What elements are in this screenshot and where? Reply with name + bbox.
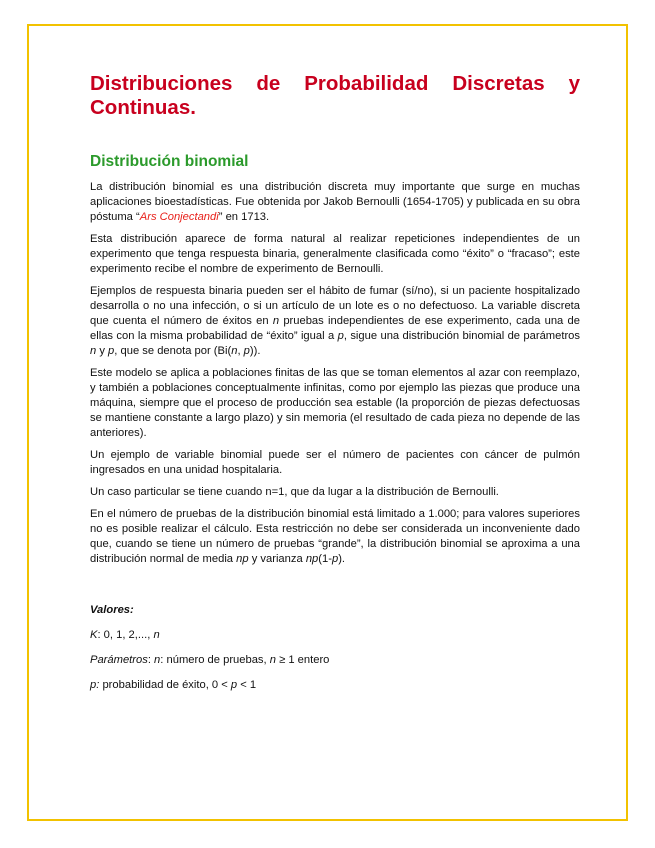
text-segment: pruebas independientes de ese experimento, cada una de ellas con la misma probabilidad de “éxito” igual a: [90, 315, 580, 342]
text-segment: (1-: [318, 553, 332, 565]
var-p: p: [108, 345, 115, 357]
text-segment: : 0, 1, 2,...,: [97, 629, 154, 641]
text-segment: ,: [237, 345, 244, 357]
label-parametros: Parámetros: [90, 654, 148, 666]
text-segment: y varianza: [248, 553, 306, 565]
var-p: p: [337, 330, 344, 342]
var-n: n: [90, 345, 97, 357]
book-title-ars-conjectandi: Ars Conjectandi: [139, 211, 219, 223]
paragraph-intro-end: ” en 1713.: [218, 211, 270, 223]
var-n: n: [269, 654, 276, 666]
var-p: p: [331, 553, 339, 565]
paragraph-limit-normal: [90, 507, 580, 567]
var-n: n: [153, 629, 160, 641]
values-k-line: [90, 628, 580, 643]
label-k: K: [90, 629, 98, 641]
text-segment: < 1: [237, 679, 257, 691]
text-segment: probabilidad de éxito, 0 <: [99, 679, 231, 691]
values-params-line: [90, 653, 580, 668]
var-p: p: [243, 345, 250, 357]
var-n: n: [154, 654, 161, 666]
paragraph-example-patients: Un ejemplo de variable binomial puede ser el número de pacientes con cáncer de pulmón ingresados en una unidad hospitalaria.: [90, 449, 580, 476]
var-n: n: [272, 315, 280, 327]
var-np: np: [305, 553, 319, 565]
text-segment: , que se denota por (Bi(: [114, 345, 232, 357]
text-segment: y: [96, 345, 109, 357]
document-title: Distribuciones de Probabilidad Discretas y Continuas.: [90, 72, 580, 119]
section-title-binomial: Distribución binomial: [90, 153, 249, 170]
values-p-line: [90, 678, 580, 693]
text-segment: )).: [249, 345, 261, 357]
text-segment: ).: [338, 553, 346, 565]
paragraph-populations: Este modelo se aplica a poblaciones finitas de las que se toman elementos al azar con reemplazo, y también a poblaciones conceptualmente infinitas, como por ejemplo las piezas que produce una máquina, siempre que el proceso de producción sea estable (la proporción de piezas defectuosas se mantiene constante a largo plazo) y sin memoria (el resultado de cada pieza no depende de las anteriores).: [90, 367, 580, 439]
text-segment: :: [147, 654, 155, 666]
text-segment: En el número de pruebas de la distribución binomial está limitado a 1.000; para valores superiores no es posible realizar el cálculo. Esta restricción no debe ser considerada un inconveniente dado que, cuando se tiene un número de pruebas “grande”, la distribución binomial se aproxima a una distribución normal de media: [90, 508, 580, 565]
paragraph-binary-examples: [90, 284, 580, 359]
paragraph-intro-text: La distribución binomial es una distribución discreta muy importante que surge en muchas aplicaciones bioestadísticas. Fue obtenida por Jakob Bernoulli (1654-1705) y publicada en su obra póstuma “: [90, 181, 580, 223]
paragraph-special-case: Un caso particular se tiene cuando n=1, que da lugar a la distribución de Bernoulli.: [90, 486, 499, 498]
document-body: [90, 72, 580, 703]
label-p: p:: [90, 679, 100, 691]
paragraph-bernoulli-experiment: Esta distribución aparece de forma natural al realizar repeticiones independientes de un experimento que tenga respuesta binaria, generalmente clasificada como “éxito” o “fracaso”; este experimento recibe el nombre de experimento de Bernoulli.: [90, 233, 580, 275]
text-segment: Ejemplos de respuesta binaria pueden ser el hábito de fumar (sí/no), si un paciente hospitalizado desarrolla o no una infección, o si un artículo de un lote es o no defectuoso. La variable discreta que cuenta el número de éxitos en: [90, 285, 580, 327]
var-n: n: [231, 345, 238, 357]
values-heading: Valores:: [90, 604, 134, 616]
text-segment: , sigue una distribución binomial de parámetros: [343, 330, 580, 342]
paragraph-intro: [90, 180, 580, 225]
text-segment: : número de pruebas,: [160, 654, 270, 666]
text-segment: ≥ 1 entero: [275, 654, 330, 666]
var-p: p: [230, 679, 238, 691]
var-np: np: [236, 553, 249, 565]
